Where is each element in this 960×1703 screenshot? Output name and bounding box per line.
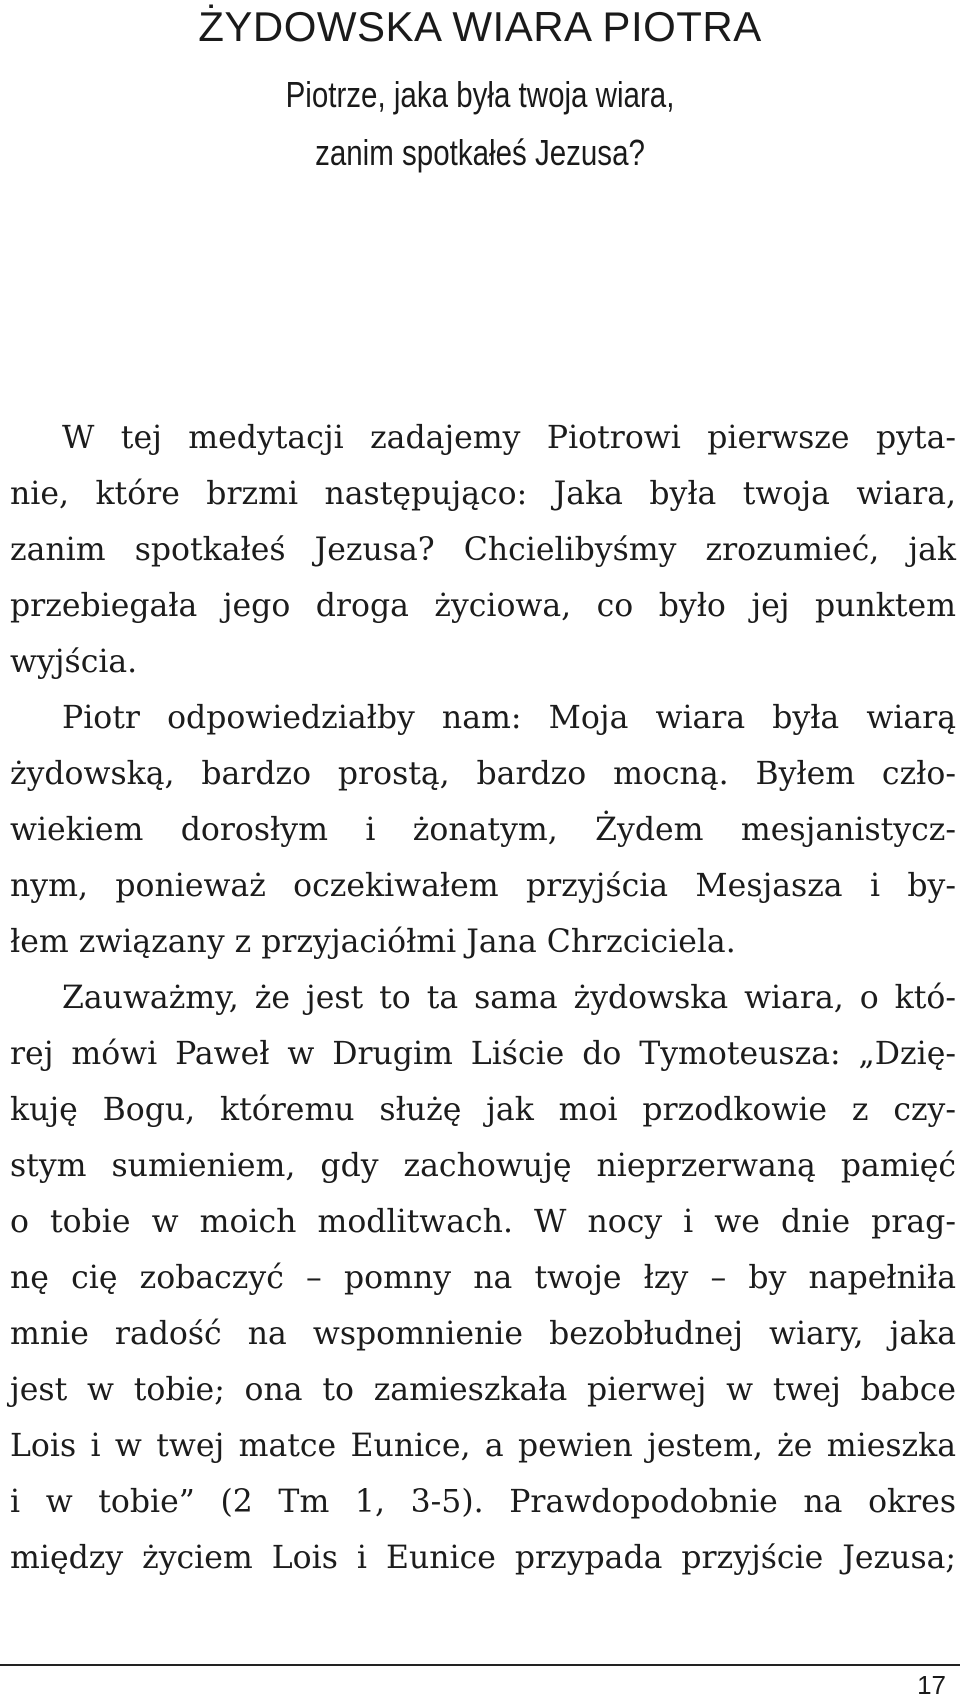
text-line: między życiem Lois i Eunice przypada przyjście Jezusa;	[10, 1540, 956, 1576]
text-line: nie, które brzmi następująco: Jaka była twoja wiara,	[10, 476, 956, 512]
text-line: wiekiem dorosłym i żonatym, Żydem mesjanistycz-	[10, 812, 956, 848]
text-line: W tej medytacji zadajemy Piotrowi pierwsze pyta-	[62, 420, 956, 456]
text-line: nę cię zobaczyć – pomny na twoje łzy – by napełniła	[10, 1260, 956, 1296]
text-line: łem związany z przyjaciółmi Jana Chrzciciela.	[10, 924, 736, 960]
text-line: Zauważmy, że jest to ta sama żydowska wiara, o któ-	[62, 980, 956, 1016]
text-line: stym sumieniem, gdy zachowuję nieprzerwaną pamięć	[10, 1148, 956, 1184]
chapter-subtitle-line-2: zanim spotkałeś Jezusa?	[315, 132, 645, 173]
text-line: Lois i w twej matce Eunice, a pewien jestem, że mieszka	[10, 1428, 956, 1464]
text-line: Piotr odpowiedziałby nam: Moja wiara była wiarą	[62, 700, 956, 736]
text-line: i w tobie” (2 Tm 1, 3-5). Prawdopodobnie na okres	[10, 1484, 956, 1520]
text-line: przebiegała jego droga życiowa, co było jej punktem	[10, 588, 956, 624]
page-number: 17	[917, 1670, 946, 1700]
text-line: rej mówi Paweł w Drugim Liście do Tymoteusza: „Dzię-	[10, 1036, 956, 1072]
chapter-subtitle-line-1: Piotrze, jaka była twoja wiara,	[285, 74, 675, 115]
text-line: wyjścia.	[10, 644, 138, 680]
footer-divider	[0, 1664, 960, 1666]
text-line: o tobie w moich modlitwach. W nocy i we dnie prag-	[10, 1204, 956, 1240]
text-line: mnie radość na wspomnienie bezobłudnej wiary, jaka	[10, 1316, 956, 1352]
text-line: nym, ponieważ oczekiwałem przyjścia Mesjasza i by-	[10, 868, 956, 904]
chapter-title: ŻYDOWSKA WIARA PIOTRA	[198, 3, 762, 50]
text-line: żydowską, bardzo prostą, bardzo mocną. Byłem czło-	[10, 756, 956, 792]
text-line: zanim spotkałeś Jezusa? Chcielibyśmy zrozumieć, jak	[10, 532, 956, 568]
text-line: jest w tobie; ona to zamieszkała pierwej w twej babce	[10, 1372, 956, 1408]
text-line: kuję Bogu, któremu służę jak moi przodkowie z czy-	[10, 1092, 956, 1128]
